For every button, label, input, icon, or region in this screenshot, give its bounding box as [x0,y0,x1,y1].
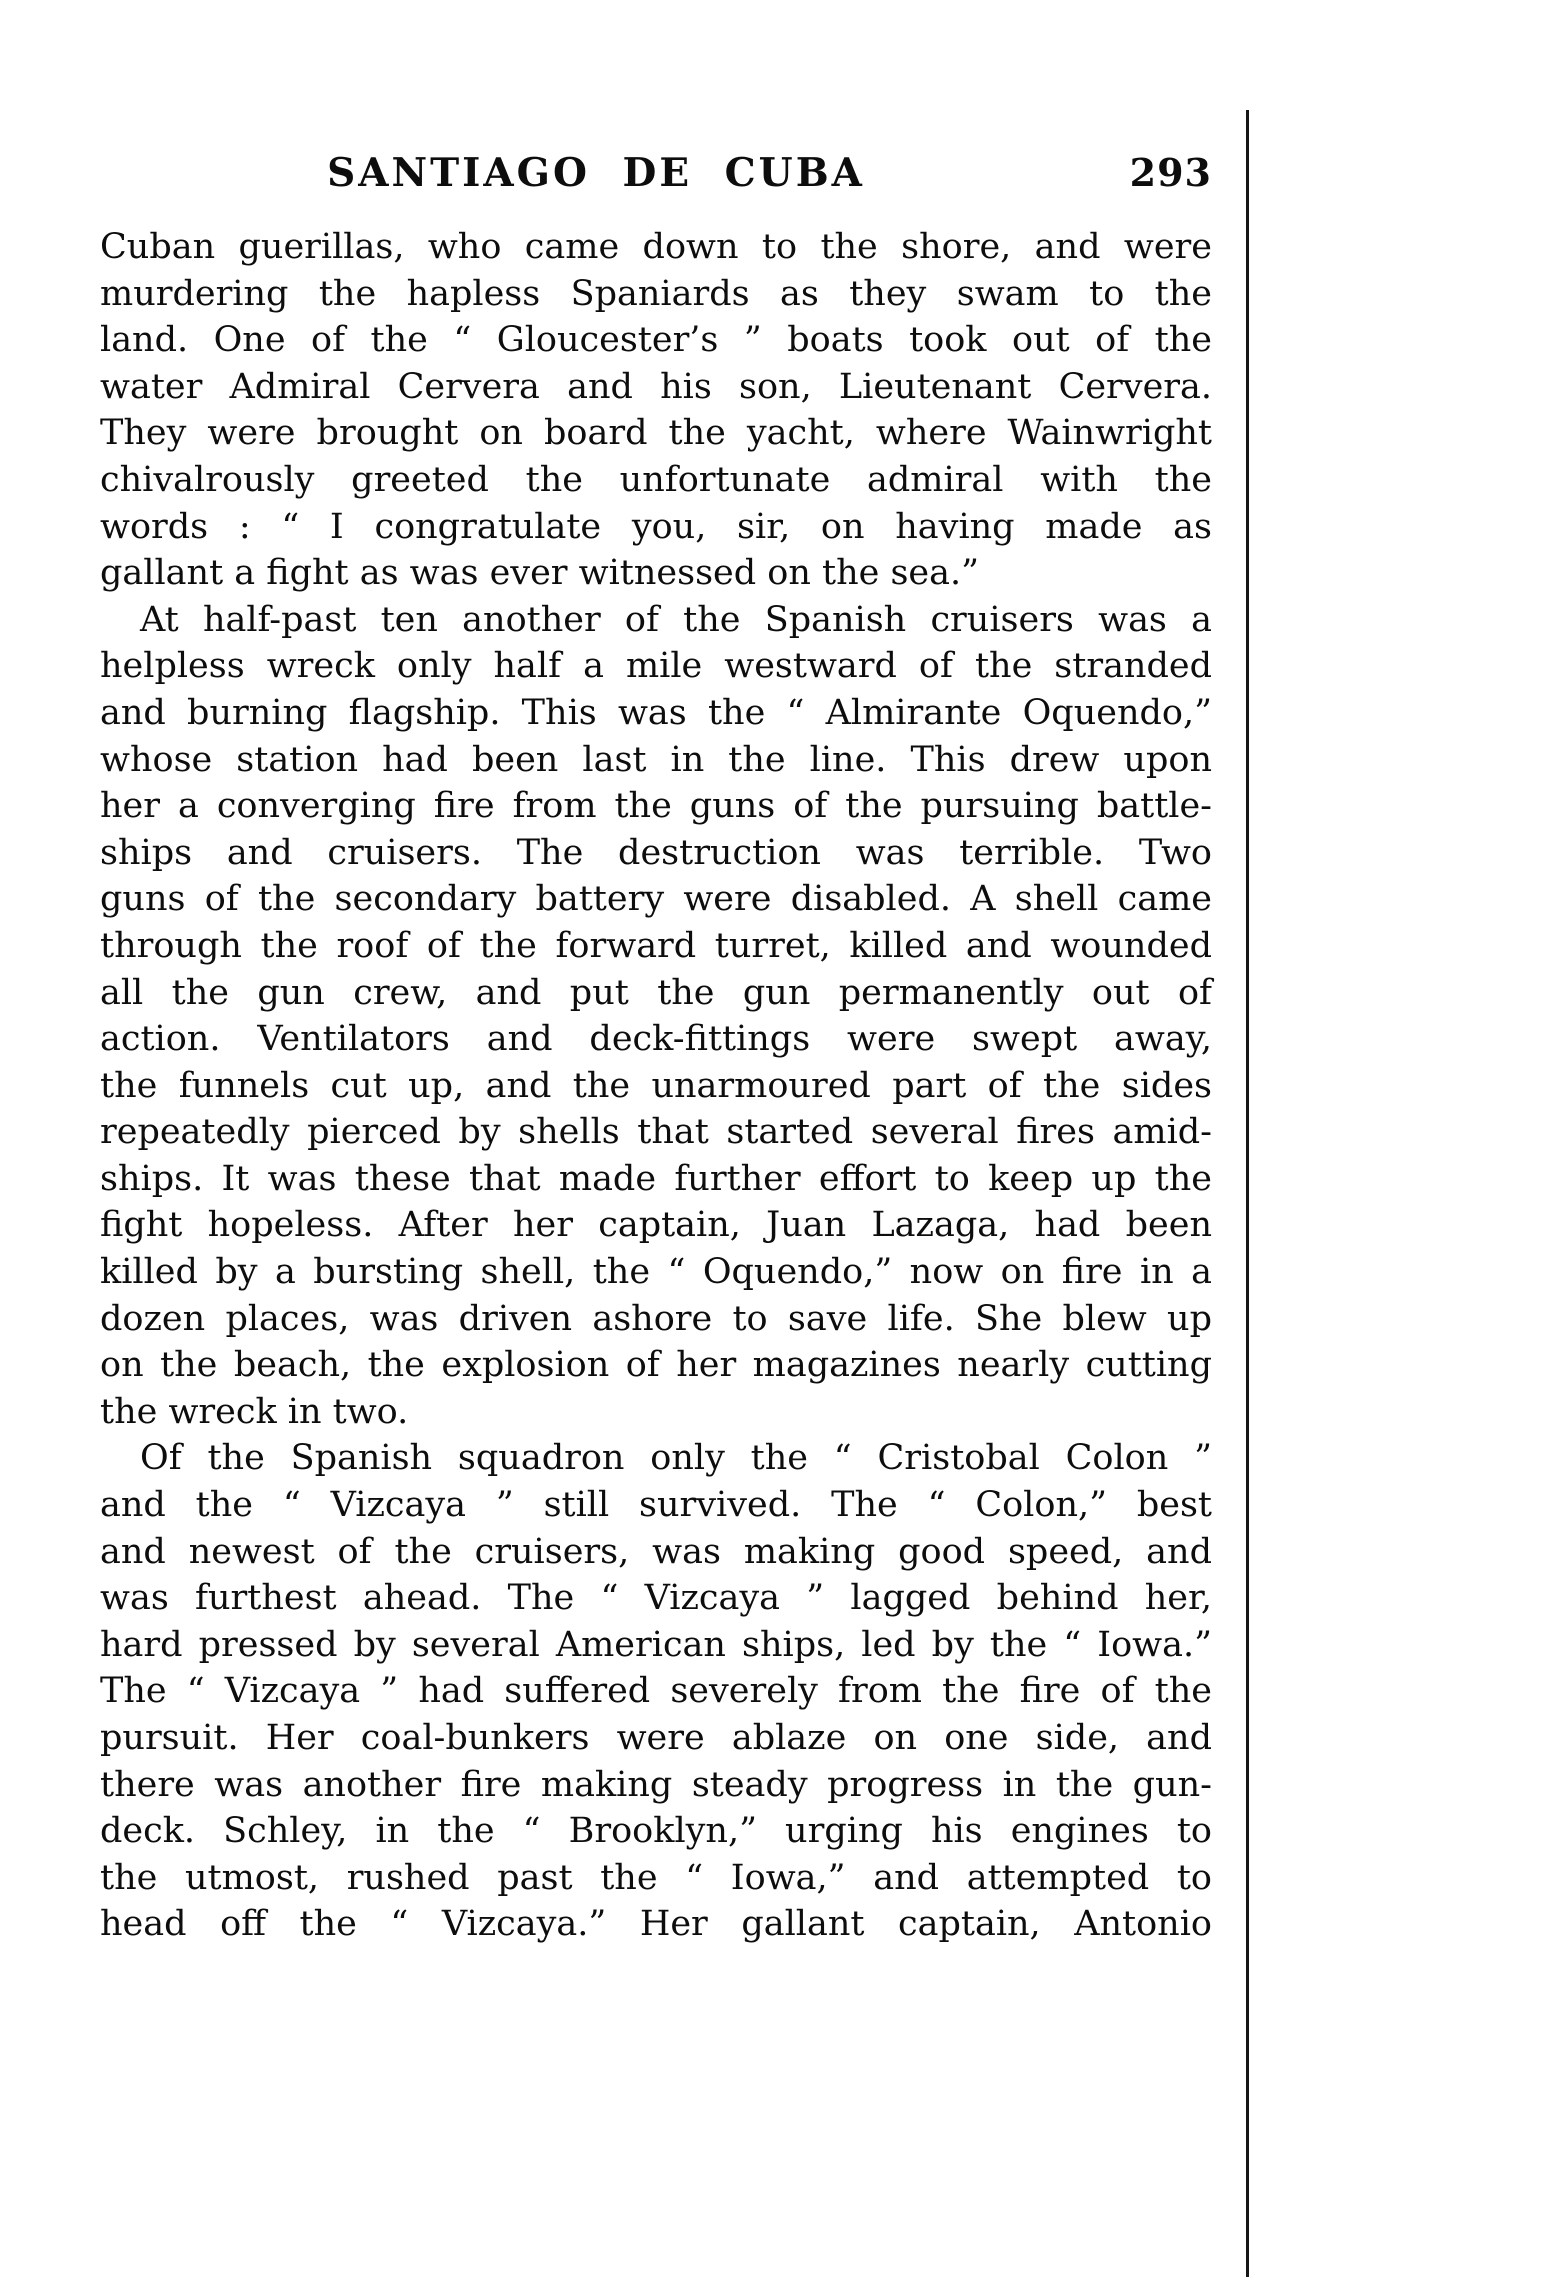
text-line: and newest of the cruisers, was making good speed, and [100,1531,1212,1572]
text-line: the wreck in two. [100,1391,409,1432]
text-line: land. One of the “ Gloucester’s ” boats took out of the [100,320,1212,361]
text-line: At half-past ten another of the Spanish cruisers was a [140,599,1212,640]
text-line: there was another fire making steady progress in the gun- [100,1764,1212,1805]
text-line: ships and cruisers. The destruction was terrible. Two [100,832,1212,873]
text-line: her a converging fire from the guns of the pursuing battle- [100,786,1212,827]
page-number: 293 [1129,150,1212,195]
text-line: guns of the secondary battery were disabled. A shell came [100,879,1212,920]
text-line: Of the Spanish squadron only the “ Cristobal Colon ” [140,1438,1212,1479]
text-line: water Admiral Cervera and his son, Lieutenant Cervera. [100,366,1212,407]
text-line: chivalrously greeted the unfortunate admiral with the [100,459,1212,500]
running-head [100,150,1212,198]
text-line: ships. It was these that made further effort to keep up the [100,1158,1212,1199]
text-line: through the roof of the forward turret, killed and wounded [100,925,1212,966]
text-line: deck. Schley, in the “ Brooklyn,” urging his engines to [100,1811,1212,1852]
page-body [100,224,1212,1948]
text-line: the utmost, rushed past the “ Iowa,” and attempted to [100,1857,1212,1898]
text-line: head off the “ Vizcaya.” Her gallant captain, Antonio [100,1904,1212,1945]
text-line: gallant a fight as was ever witnessed on the sea.” [100,553,980,594]
text-line: repeatedly pierced by shells that started several fires amid- [100,1112,1212,1153]
text-line: the funnels cut up, and the unarmoured part of the sides [100,1065,1212,1106]
text-line: on the beach, the explosion of her magazines nearly cutting [100,1345,1212,1386]
text-line: and the “ Vizcaya ” still survived. The “ Colon,” best [100,1485,1212,1526]
text-line: was furthest ahead. The “ Vizcaya ” lagged behind her, [100,1578,1212,1619]
text-line: helpless wreck only half a mile westward of the stranded [100,646,1212,687]
text-line: pursuit. Her coal-bunkers were ablaze on one side, and [100,1718,1212,1758]
chapter-title: SANTIAGO DE CUBA [327,150,865,196]
text-line: whose station had been last in the line. This drew upon [100,739,1212,780]
page-edge-line [1246,110,1249,2277]
text-line: words : “ I congratulate you, sir, on having made as [100,506,1212,547]
text-line: The “ Vizcaya ” had suffered severely from the fire of the [100,1671,1212,1712]
text-line: action. Ventilators and deck-fittings were swept away, [100,1019,1212,1060]
text-line: killed by a bursting shell, the “ Oquendo,” now on fire in a [100,1252,1212,1293]
text-line: all the gun crew, and put the gun permanently out of [100,972,1212,1013]
text-line: dozen places, was driven ashore to save life. She blew up [100,1298,1212,1339]
text-line: murdering the hapless Spaniards as they swam to the [100,273,1212,314]
text-line: They were brought on board the yacht, where Wainwright [100,413,1212,454]
text-line: fight hopeless. After her captain, Juan Lazaga, had been [100,1205,1212,1246]
text-line: and burning flagship. This was the “ Almirante Oquendo,” [100,692,1212,733]
text-line: Cuban guerillas, who came down to the shore, and were [100,227,1212,267]
text-line: hard pressed by several American ships, led by the “ Iowa.” [100,1624,1212,1665]
